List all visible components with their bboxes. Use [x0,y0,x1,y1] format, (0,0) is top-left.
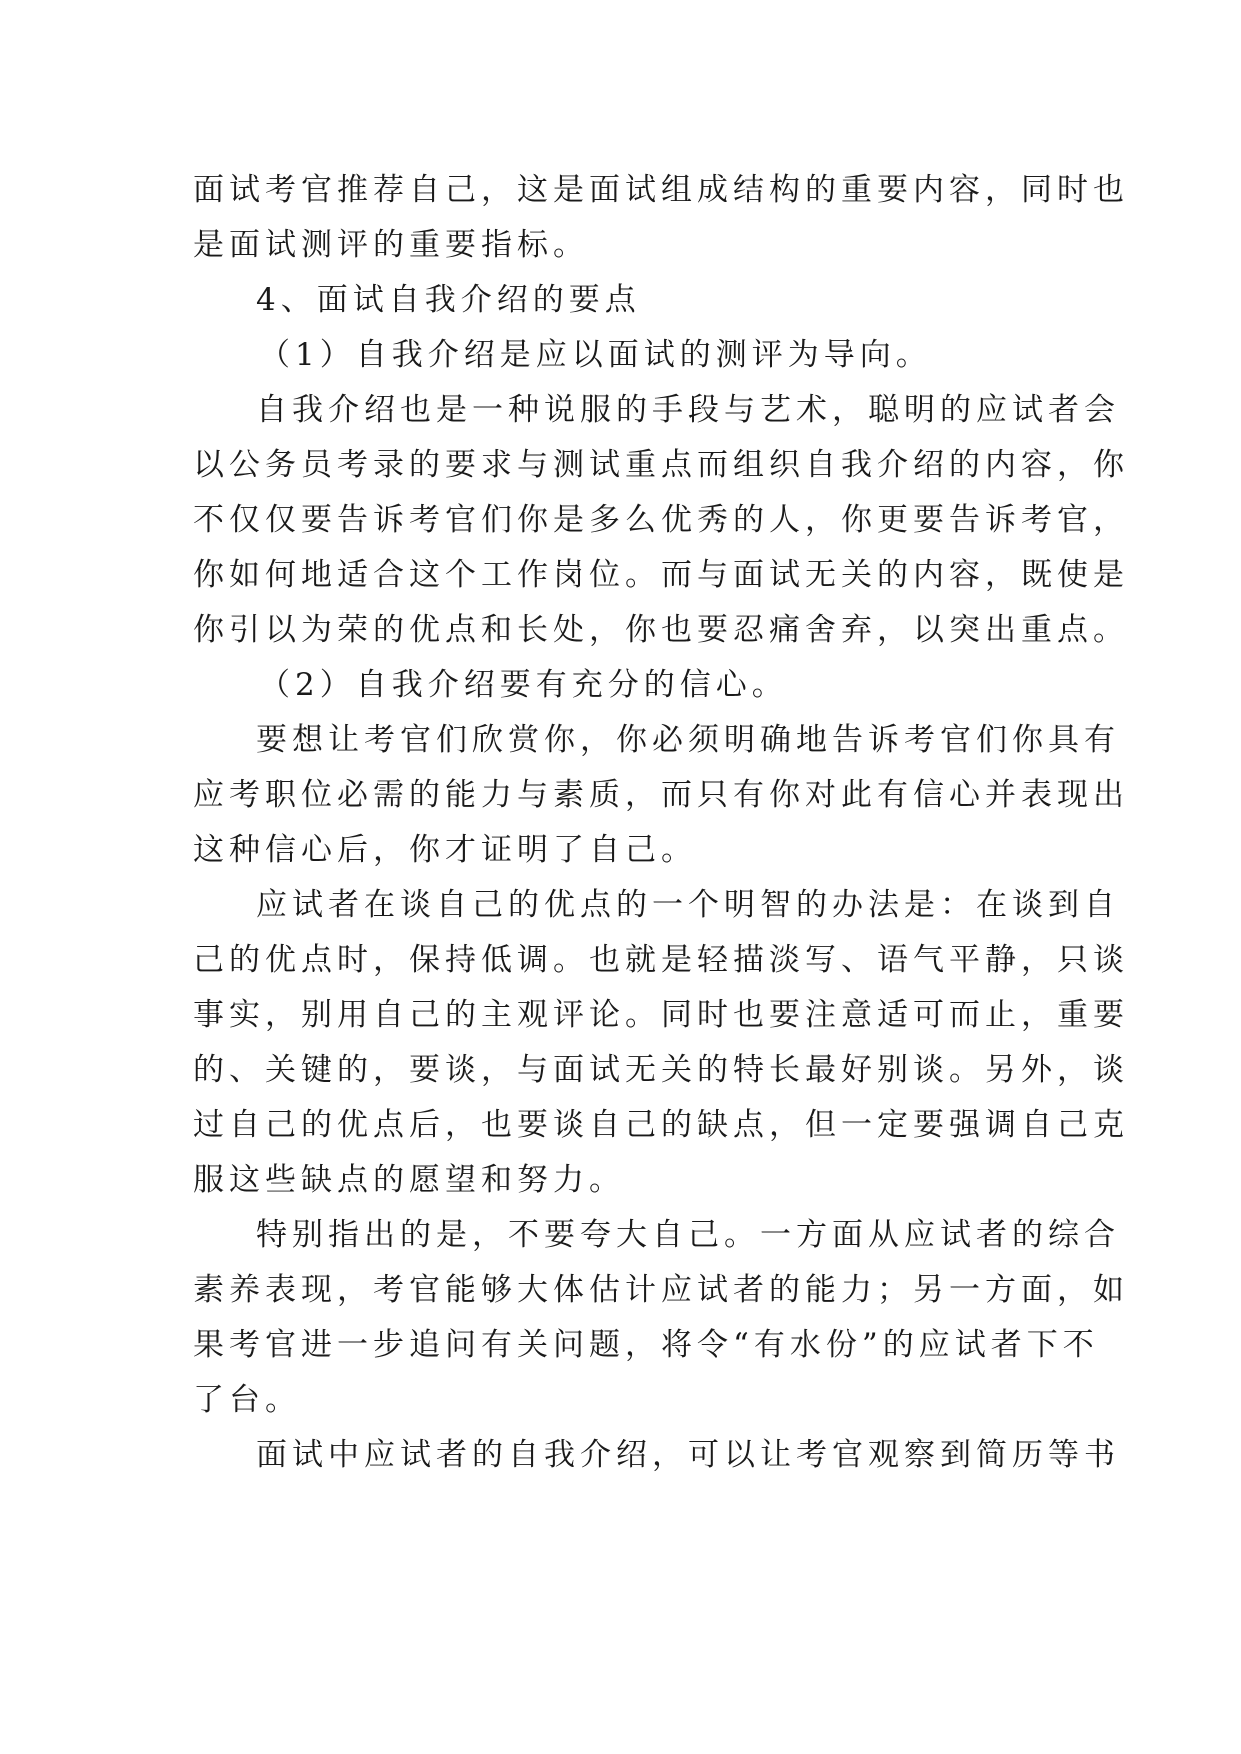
text-line: 服这些缺点的愿望和努力。 [193,1162,625,1198]
text-line: 特别指出的是，不要夸大自己。一方面从应试者的综合 [256,1217,1120,1253]
text-line: 素养表现，考官能够大体估计应试者的能力；另一方面，如 [193,1272,1129,1308]
text-line: 的、关键的，要谈，与面试无关的特长最好别谈。另外，谈 [193,1052,1129,1088]
text-line: 应考职位必需的能力与素质，而只有你对此有信心并表现出 [193,777,1129,813]
subsection-heading: （1）自我介绍是应以面试的测评为导向。 [259,337,932,373]
text-line: 过自己的优点后，也要谈自己的缺点，但一定要强调自己克 [193,1107,1129,1143]
text-line: 要想让考官们欣赏你，你必须明确地告诉考官们你具有 [256,722,1120,758]
text-line: 不仅仅要告诉考官们你是多么优秀的人，你更要告诉考官， [193,502,1129,538]
text-line: 自我介绍也是一种说服的手段与艺术，聪明的应试者会 [256,392,1120,428]
text-line: 了台。 [193,1382,301,1418]
subsection-heading: （2）自我介绍要有充分的信心。 [259,667,788,703]
text-line: 面试考官推荐自己，这是面试组成结构的重要内容，同时也 [193,172,1129,208]
text-line: 你引以为荣的优点和长处，你也要忍痛舍弃，以突出重点。 [193,612,1129,648]
text-line: 己的优点时，保持低调。也就是轻描淡写、语气平静，只谈 [193,942,1129,978]
document-body [193,163,1129,1483]
text-line: 应试者在谈自己的优点的一个明智的办法是：在谈到自 [256,887,1120,923]
text-line: 事实，别用自己的主观评论。同时也要注意适可而止，重要 [193,997,1129,1033]
section-heading: 4、面试自我介绍的要点 [256,282,641,318]
text-line: 果考官进一步追问有关问题，将令“有水份”的应试者下不 [193,1327,1099,1363]
text-line: 这种信心后，你才证明了自己。 [193,832,697,868]
text-line: 是面试测评的重要指标。 [193,227,589,263]
text-line: 你如何地适合这个工作岗位。而与面试无关的内容，既使是 [193,557,1129,593]
text-line: 以公务员考录的要求与测试重点而组织自我介绍的内容，你 [193,447,1129,483]
text-line: 面试中应试者的自我介绍，可以让考官观察到简历等书 [256,1437,1120,1473]
